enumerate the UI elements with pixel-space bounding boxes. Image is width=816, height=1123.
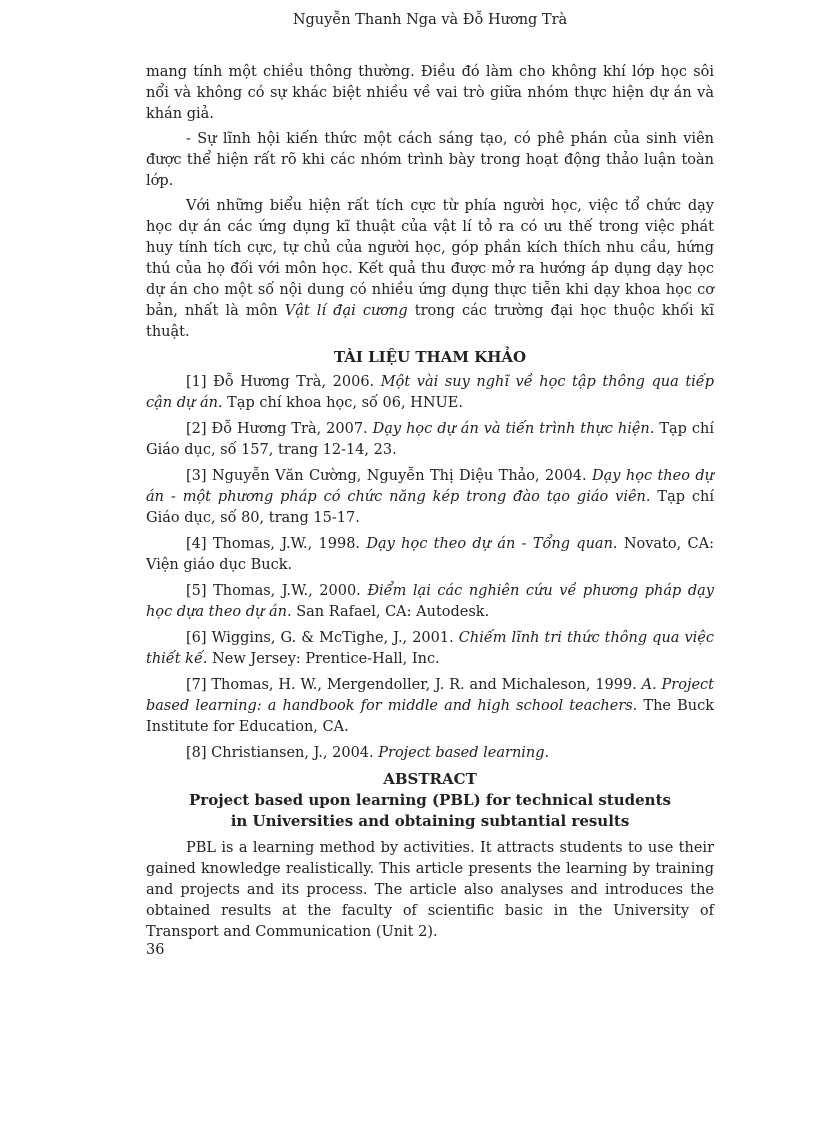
reference-item	[146, 466, 714, 529]
ref-source: Tạp chí Giáo dục, số 157, trang 12-14, 23.	[146, 421, 714, 458]
body	[146, 62, 714, 947]
paragraph-1: mang tính một chiều thông thường. Điều đó làm cho không khí lớp học sôi nổi và không có sự khác biệt nhiều về vai trò giữa nhóm thực hiện dự án và khán giả.	[146, 64, 714, 122]
paragraph-2: - Sự lĩnh hội kiến thức một cách sáng tạo, có phê phán của sinh viên được thể hiện rất rõ khi các nhóm trình bày trong hoạt động thảo luận toàn lớp.	[146, 131, 714, 189]
ref-author: [5] Thomas, J.W., 2000.	[186, 583, 361, 599]
reference-item	[146, 372, 714, 414]
ref-source: Novato, CA: Viện giáo dục Buck.	[146, 536, 715, 573]
reference-item	[146, 419, 714, 461]
references-heading: TÀI LIỆU THAM KHẢO	[333, 348, 527, 366]
running-header: Nguyễn Thanh Nga và Đỗ Hương Trà	[292, 12, 568, 28]
ref-author: [3] Nguyễn Văn Cường, Nguyễn Thị Diệu Thảo, 2004.	[186, 468, 587, 484]
abstract-text: PBL is a learning method by activities. It attracts students to use their gained knowledge realistically. This article presents the learning by training and projects and its process. The article also analyses and introduces the obtained results at the faculty of scientific basic in the University of Transport and Communication (Unit 2).	[146, 840, 714, 940]
reference-item	[146, 534, 714, 576]
reference-item	[146, 581, 714, 623]
ref-author: [1] Đỗ Hương Trà, 2006.	[186, 374, 375, 390]
paragraph-3	[146, 196, 714, 343]
ref-title: A. Project based learning: a handbook for middle and high school teachers.	[146, 677, 714, 714]
ref-title: Một vài suy nghĩ về học tập thông qua tiếp cận dự án.	[146, 374, 714, 411]
abstract-title-line-1: Project based upon learning (PBL) for technical students	[189, 791, 671, 809]
abstract-title	[146, 790, 714, 832]
ref-title: Dạy học dự án và tiến trình thực hiện.	[372, 421, 655, 437]
ref-source: The Buck Institute for Education, CA.	[146, 698, 714, 735]
reference-item	[146, 675, 714, 738]
ref-title: Chiếm lĩnh tri thức thông qua việc thiết kế.	[146, 630, 715, 667]
abstract-title-line-2: in Universities and obtaining subtantial results	[230, 812, 630, 830]
ref-author: [2] Đỗ Hương Trà, 2007.	[186, 421, 368, 437]
abstract-heading: ABSTRACT	[383, 770, 477, 788]
page-number: 36	[146, 942, 165, 958]
paragraph-3-tail: trong các trường đại học thuộc khối kĩ thuật.	[146, 303, 715, 340]
ref-source: Tạp chí khoa học, số 06, HNUE.	[227, 395, 463, 411]
ref-author: [6] Wiggins, G. & McTighe, J., 2001.	[186, 630, 454, 646]
ref-source: San Rafael, CA: Autodesk.	[296, 604, 490, 620]
ref-source: Tạp chí Giáo dục, số 80, trang 15-17.	[146, 489, 715, 526]
ref-title: Dạy học theo dự án - một phương pháp có chức năng kép trong đào tạo giáo viên.	[146, 468, 714, 505]
ref-source: New Jersey: Prentice-Hall, Inc.	[212, 651, 440, 667]
reference-item	[146, 743, 714, 764]
ref-title: Dạy học theo dự án - Tổng quan.	[366, 536, 618, 552]
reference-item	[146, 628, 714, 670]
ref-author: [4] Thomas, J.W., 1998.	[186, 536, 361, 552]
ref-title: Điểm lại các nghiên cứu về phương pháp dạy học dựa theo dự án.	[146, 583, 714, 620]
paragraph-3-italic: Vật lí đại cương	[284, 303, 408, 319]
ref-author: [8] Christiansen, J., 2004.	[186, 745, 374, 761]
ref-author: [7] Thomas, H. W., Mergendoller, J. R. and Michaleson, 1999.	[186, 677, 637, 693]
paragraph-3-text: Với những biểu hiện rất tích cực từ phía người học, việc tổ chức dạy học dự án các ứng dụng kĩ thuật của vật lí tỏ ra có ưu thế trong việc phát huy tính tích cực, tự chủ của người học, góp phần kích thích nhu cầu, hứng thú của họ đối với môn học. Kết quả thu được mở ra hướng áp dụng dạy học dự án cho một số nội dung có nhiều ứng dụng thực tiễn khi dạy khoa học cơ bản, nhất là môn	[146, 198, 714, 319]
ref-title: Project based learning.	[378, 745, 550, 761]
